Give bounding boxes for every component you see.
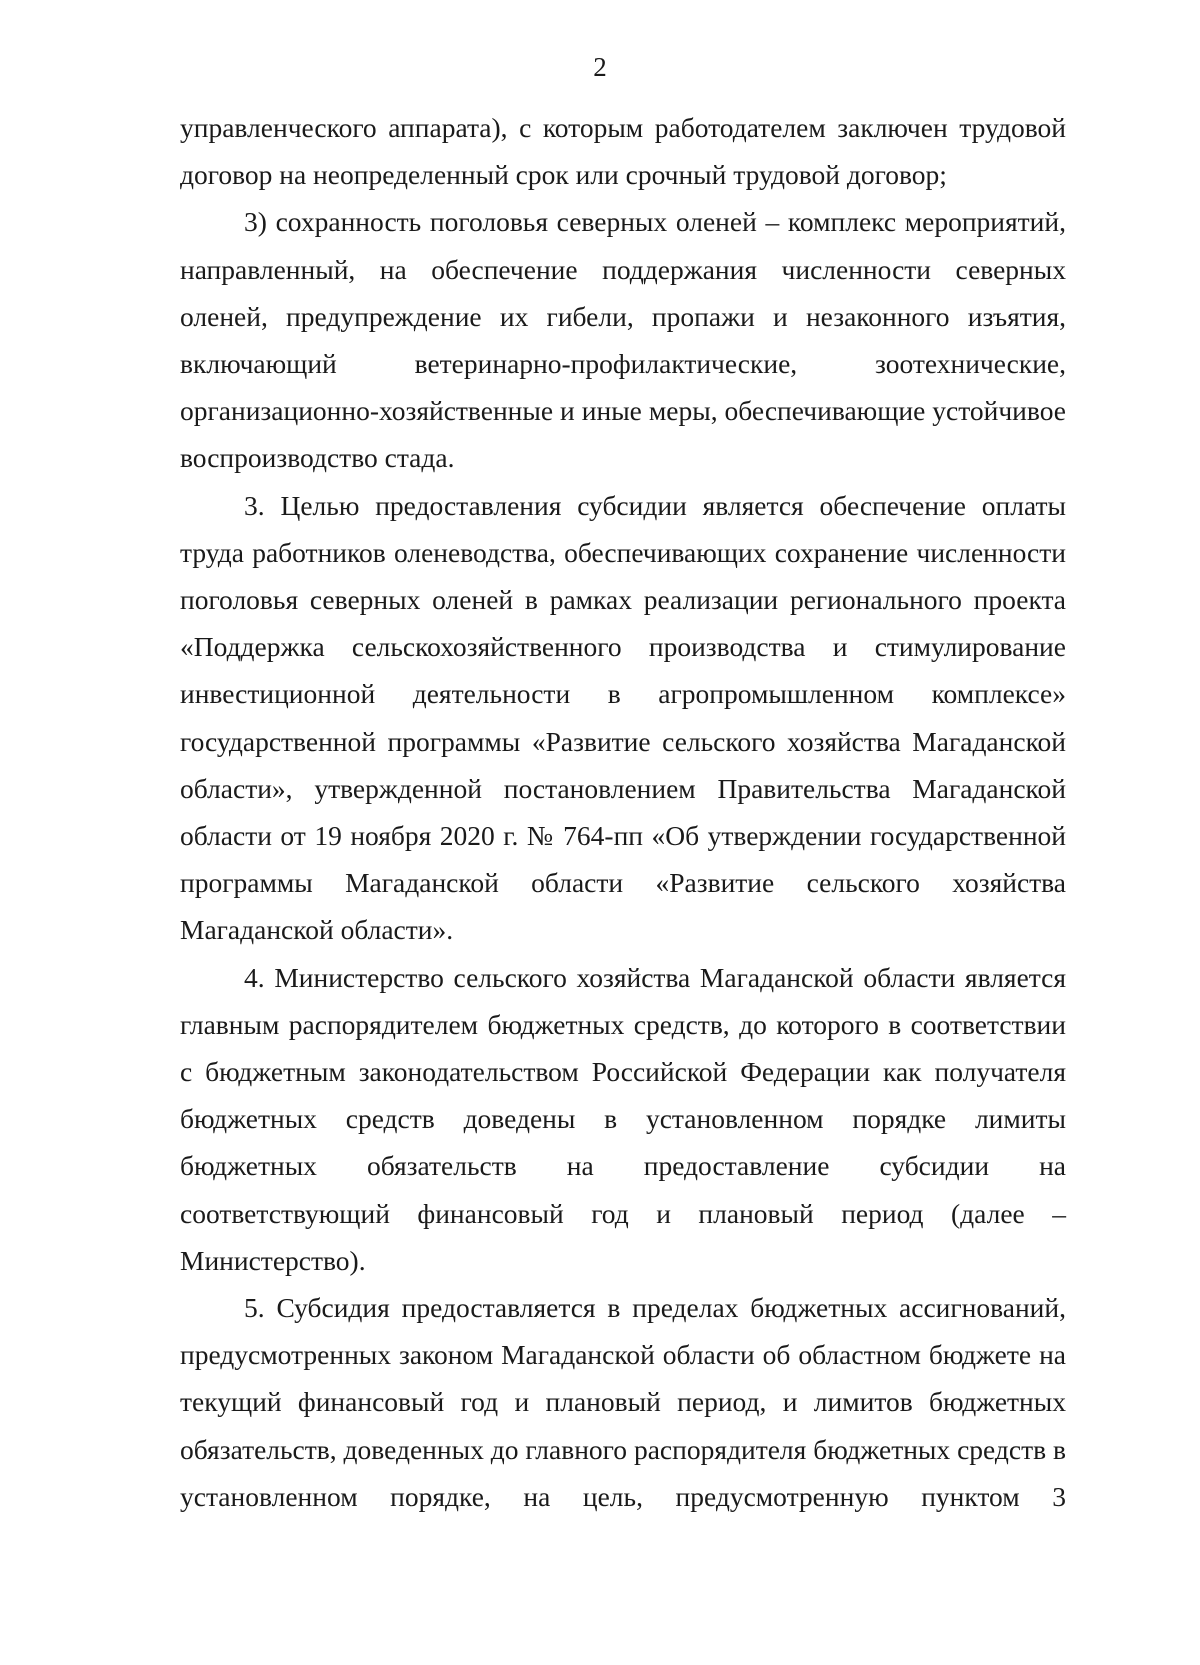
document-body bbox=[180, 104, 1066, 1520]
paragraph-section-4: 4. Министерство сельского хозяйства Магаданской области является главным распорядителем бюджетных средств, до которого в соответствии с бюджетным законодательством Российской Федерации как получателя бюджетных средств доведены в установленном порядке лимиты бюджетных обязательств на предоставление субсидии на соответствующий финансовый год и плановый период (далее – Министерство). bbox=[180, 961, 1066, 1276]
paragraph-continuation: управленческого аппарата), с которым работодателем заключен трудовой договор на неопределенный срок или срочный трудовой договор; bbox=[180, 112, 1066, 191]
paragraph-section-3: 3. Целью предоставления субсидии является обеспечение оплаты труда работников оленеводства, обеспечивающих сохранение численности поголовья северных оленей в рамках реализации регионального проекта «Поддержка сельскохозяйственного производства и стимулирование инвестиционной деятельности в агропромышленном комплексе» государственной программы «Развитие сельского хозяйства Магаданской области», утвержденной постановлением Правительства Магаданской области от 19 ноября 2020 г. № 764-пп «Об утверждении государственной программы Магаданской области «Развитие сельского хозяйства Магаданской области». bbox=[180, 489, 1066, 946]
page-number: 2 bbox=[593, 52, 607, 82]
paragraph-section-5: 5. Субсидия предоставляется в пределах бюджетных ассигнований, предусмотренных законом Магаданской области об областном бюджете на текущий финансовый год и плановый период, и лимитов бюджетных обязательств, доведенных до главного распорядителя бюджетных средств в установленном порядке, на цель, предусмотренную пунктом 3 bbox=[180, 1292, 1066, 1512]
paragraph-item-3-definition: 3) сохранность поголовья северных оленей – комплекс мероприятий, направленный, на обеспечение поддержания численности северных оленей, предупреждение их гибели, пропажи и незаконного изъятия, включающий ветеринарно-профилактические, зоотехнические, организационно-хозяйственные и иные меры, обеспечивающие устойчивое воспроизводство стада. bbox=[180, 206, 1066, 474]
